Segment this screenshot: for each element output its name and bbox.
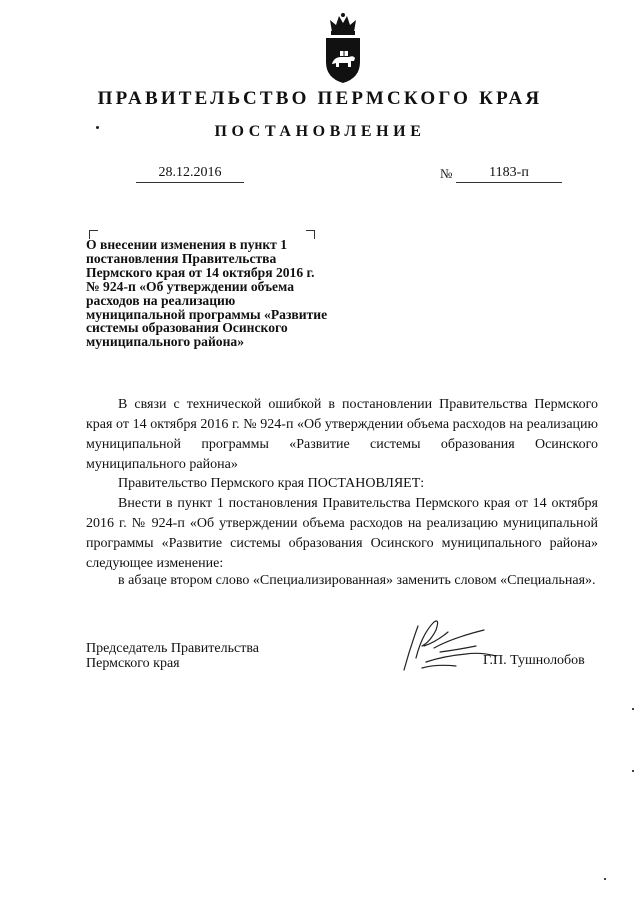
body-paragraph-resolves: Правительство Пермского края ПОСТАНОВЛЯЕТ: xyxy=(118,476,425,491)
signatory-position xyxy=(86,641,259,671)
subject-line: О внесении изменения в пункт 1 xyxy=(86,237,288,252)
document-date: 28.12.2016 xyxy=(136,164,244,183)
subject-line: муниципального района» xyxy=(86,334,245,350)
signatory-position-line: Председатель Правительства xyxy=(86,641,259,656)
subject-line: Пермского края от 14 октября 2016 г. xyxy=(86,264,315,280)
scan-artifact xyxy=(632,708,634,710)
subject-line: № 924-п «Об утверждении объема xyxy=(86,278,295,294)
subject-line: постановления Правительства xyxy=(86,250,277,266)
document-subject xyxy=(86,238,376,349)
body-paragraph-preamble: В связи с технической ошибкой в постановлении Правительства Пермского края от 14 октября 2016 г. № 924-п «Об утверждении объема расходов на реализацию муниципальной программы «Развитие системы образования Осинского муниципального района» xyxy=(86,397,598,472)
government-title: ПРАВИТЕЛЬСТВО ПЕРМСКОГО КРАЯ xyxy=(97,88,543,109)
subject-line: муниципальной программы «Развитие xyxy=(86,306,328,322)
body-paragraph-amendment: Внести в пункт 1 постановления Правительства Пермского края от 14 октября 2016 г. № 924-п «Об утверждении объема расходов на реализацию муниципальной программы «Развитие системы образования Осинского муниципального района» следующее изменение: xyxy=(86,496,598,571)
signatory-name: Г.П. Тушнолобов xyxy=(483,653,585,668)
number-sign: № xyxy=(440,166,453,181)
signatory-position-line: Пермского края xyxy=(86,656,180,671)
scan-artifact xyxy=(604,878,606,880)
body-paragraph-change: в абзаце втором слово «Специализированная» заменить словом «Специальная». xyxy=(118,573,596,588)
subject-line: системы образования Осинского xyxy=(86,320,288,336)
coat-of-arms-icon xyxy=(322,12,364,84)
handwritten-signature-icon xyxy=(396,612,516,684)
scan-artifact xyxy=(632,770,634,772)
document-type: ПОСТАНОВЛЕНИЕ xyxy=(214,123,426,140)
document-number: 1183-п xyxy=(456,164,562,183)
subject-line: расходов на реализацию xyxy=(86,292,236,308)
